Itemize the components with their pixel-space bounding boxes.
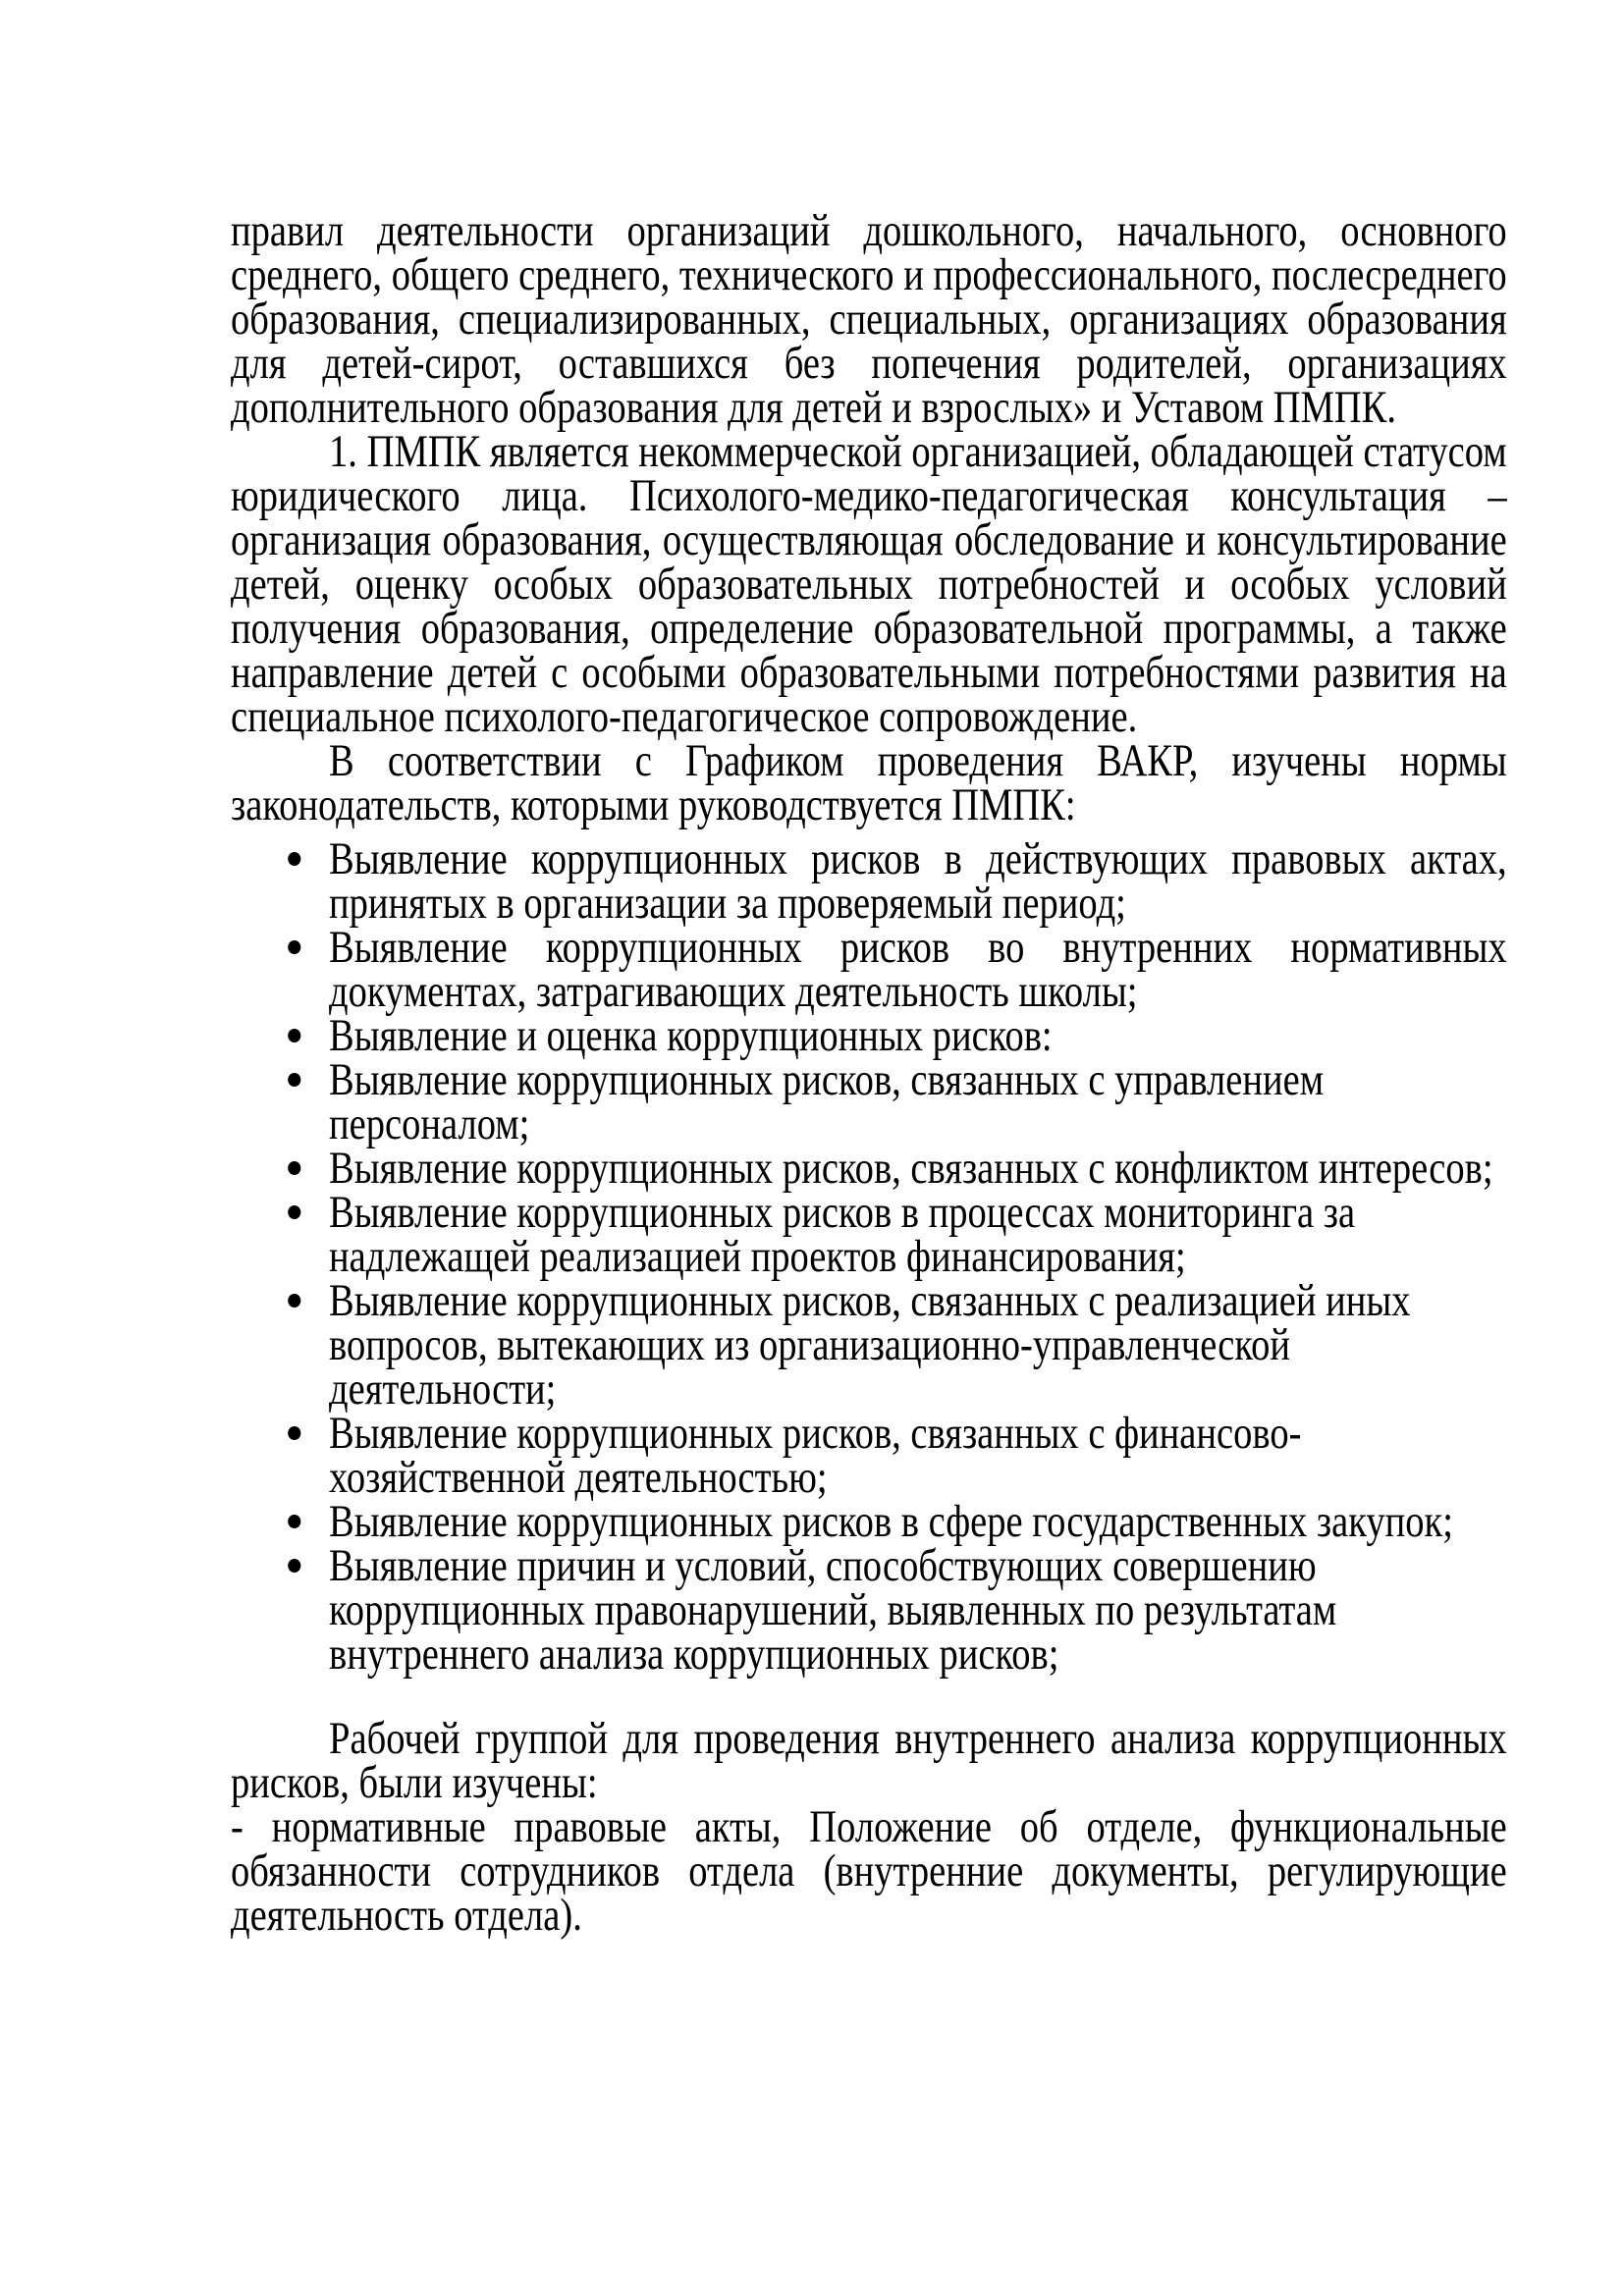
bullet-item-text: Выявление коррупционных рисков, связанных с финансово-хозяйственной деятельностью; xyxy=(329,1408,1302,1503)
paragraph: 1. ПМПК является некоммерческой организацией, обладающей статусом юридического лица. Психолого-медико-педагогическая консультация – организация образования, осуществляющая обследование и консультирование детей, оценку особых образовательных потребностей и особых условий получения образования, определение образовательной программы, а также направление детей с особыми образовательными потребностями развития на специальное психолого-педагогическое сопровождение. xyxy=(231,426,1507,742)
bullet-list-item xyxy=(329,833,1507,929)
bullet-item-text: Выявление коррупционных рисков в действующих правовых актах, принятых в организации за проверяемый период; xyxy=(329,833,1507,929)
bullet-item-text: Выявление причин и условий, способствующих совершению коррупционных правонарушений, выявленных по результатам внутреннего анализа коррупционных рисков; xyxy=(329,1540,1337,1680)
bullet-list-item xyxy=(329,1054,1507,1149)
bullet-list-item xyxy=(329,1496,1507,1547)
bullet-item-text: Выявление коррупционных рисков в сфере государственных закупок; xyxy=(329,1496,1453,1547)
bullet-icon xyxy=(288,852,300,866)
closing-paragraphs xyxy=(231,1713,1507,1941)
bullet-item-text: Выявление коррупционных рисков в процессах мониторинга за надлежащей реализацией проектов финансирования; xyxy=(329,1187,1356,1282)
bullet-icon xyxy=(288,1029,300,1042)
bullet-icon xyxy=(288,1161,300,1175)
paragraph: В соответствии с Графиком проведения ВАКР, изучены нормы законодательств, которыми руководствуется ПМПК: xyxy=(231,735,1507,830)
bullet-icon xyxy=(288,1426,300,1440)
bullet-list-item xyxy=(329,1275,1507,1415)
bullet-list-item xyxy=(329,1187,1507,1282)
bullet-item-text: Выявление коррупционных рисков, связанных с управлением персоналом; xyxy=(329,1054,1325,1149)
bullet-icon xyxy=(288,1294,300,1308)
bullet-list xyxy=(231,833,1507,1680)
paragraph: - нормативные правовые акты, Положение об отделе, функциональные обязанности сотрудников отдела (внутренние документы, регулирующие деятельность отдела). xyxy=(231,1801,1507,1941)
bullet-icon xyxy=(288,1559,300,1573)
bullet-item-text: Выявление коррупционных рисков во внутренних нормативных документах, затрагивающих деятельность школы; xyxy=(329,922,1507,1017)
bullet-list-item xyxy=(329,922,1507,1017)
bullet-icon xyxy=(288,940,300,954)
bullet-list-item xyxy=(329,1540,1507,1680)
paragraph: Рабочей группой для проведения внутреннего анализа коррупционных рисков, были изучены: xyxy=(231,1713,1507,1808)
bullet-item-text: Выявление и оценка коррупционных рисков: xyxy=(329,1010,1053,1061)
page-content xyxy=(231,205,1507,1941)
bullet-item-text: Выявление коррупционных рисков, связанных с конфликтом интересов; xyxy=(329,1143,1493,1194)
paragraph: правил деятельности организаций дошкольного, начального, основного среднего, общего среднего, технического и профессионального, послесреднего образования, специализированных, специальных, организациях образования для детей-сирот, оставшихся без попечения родителей, организациях дополнительного образования для детей и взрослых» и Уставом ПМПК. xyxy=(231,205,1507,433)
bullet-list-item xyxy=(329,1408,1507,1503)
intro-paragraphs xyxy=(231,205,1507,830)
bullet-list-item xyxy=(329,1143,1507,1194)
bullet-icon xyxy=(288,1205,300,1219)
bullet-item-text: Выявление коррупционных рисков, связанных с реализацией иных вопросов, вытекающих из организационно-управленческой деятельности; xyxy=(329,1275,1411,1415)
bullet-icon xyxy=(288,1073,300,1087)
bullet-list-item xyxy=(329,1010,1507,1061)
bullet-icon xyxy=(288,1515,300,1528)
